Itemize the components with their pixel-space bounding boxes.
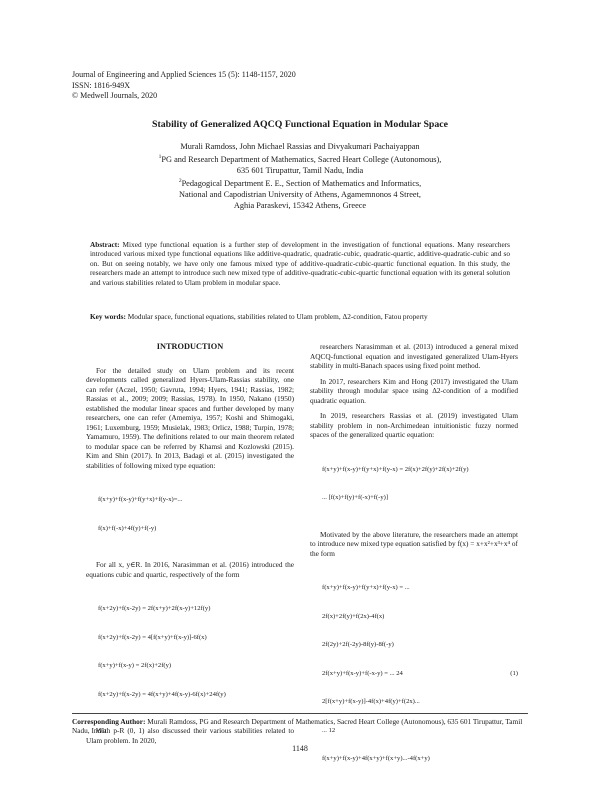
equation-line: f(x+y)+f(x-y)+f(y+x)+f(y-x)=... [98,496,183,503]
page-number: 1148 [292,744,308,753]
equation-line: 2f(2y)+2f(-2y)-8f(y)-8f(-y) [322,641,394,648]
abstract-text: Mixed type functional equation is a further step of development in the investigation of functional equations. Many researchers introduced various mixed type functional equations like additive-quadratic, quadratic-cubic, quadratic-quartic, additive-quadratic-cubic and so on. But on seeing notably, we have only one famous mixed type of additive-quadratic-cubic-quartic functional equation. In this study, the researchers made an attempt to introduce such new mixed type of additive-quadratic-cubic-quartic functional equation with its general solution and various stabilities related to Ulam problem in modular space. [90,240,510,287]
affiliation-1: $^1$PG and Research Department of Mathematics, Sacred Heart College (Autonomous), [158,154,442,164]
affiliation-2-institution: National and Capodistrian University of Athens, Agamemnonos 4 Street, [179,189,421,199]
journal-header [72,70,296,102]
author-names: Murali Ramdoss, John Michael Rassias and Divyakumari Pachaiyappan [180,142,420,151]
section-heading-introduction: INTRODUCTION [156,342,224,351]
equation-line: f(x+2y)+f(x-2y) = 4[f(x+y)+f(x-y)]-6f(x) [98,633,207,641]
paragraph: In 2017, researchers Kim and Hong (2017) investigated the Ulam stability through modular space using Δ2-condition of a modified quadratic equation. [310,376,518,405]
affiliation-1-address: 635 601 Tirupattur, Tamil Nadu, India [236,165,364,175]
equation-block [98,476,294,552]
affiliation-2-address: Aghia Paraskevi, 15342 Athens, Greece [233,200,367,210]
journal-issn: ISSN: 1816-949X [72,80,131,90]
keywords [90,312,510,321]
paragraph: Motivated by the above literature, the researchers made an attempt to introduce new mixed type equation satisfied by f(x) = x+x²+x³+x⁴ of the form [310,529,518,558]
journal-citation: Journal of Engineering and Applied Sciences 15 (5): 1148-1157, 2020 [72,70,296,79]
corresponding-author-text: Murali Ramdoss, PG and Research Department of Mathematics, Sacred Heart College (Autonomous), 635 601 Tirupattur, Tamil Nadu, India [72,717,523,736]
equation-line: 2f(x+y)+f(x-y)+f(-x-y) = ... 24 [322,669,403,677]
paper-title: Stability of Generalized AQCQ Functional Equation in Modular Space [152,119,448,130]
equation-line: f(x+2y)+f(x-2y) = 2f(x+y)+2f(x-y)+12f(y) [98,605,211,612]
equation-line: f(x)+f(-x)+4f(y)+f(-y) [98,524,157,532]
footer-divider [72,713,528,714]
equation-number: (1) [510,669,518,677]
equation-block [98,585,294,718]
equation-line: 2f(x)+2f(y)+f(2x)-4f(x) [322,612,385,620]
corresponding-author-label: Corresponding Author: [72,717,146,726]
keywords-label: Key words: [90,312,126,321]
equation-line: 2[f(x+y)+f(x-y)]-4f(x)+4f(y)+f(2x)... [322,698,420,705]
left-column [86,342,294,751]
equation-line: ... 12 [322,726,336,734]
paragraph: For all x, y∈R. In 2016, Narasimman et al. (2016) introduced the equations cubic and quartic, respectively of the form [86,560,294,579]
paragraph: With p-R (0, 1) also discussed their various stabilities related to Ulam problem. In 2020, [86,726,294,745]
paragraph: researchers Narasimman et al. (2013) introduced a general mixed AQCQ-functional equation and investigated generalized Ulam-Hyers stability in multi-Banach spaces using fixed point method. [310,342,518,370]
equation-block [322,446,518,522]
corresponding-author [72,717,528,736]
paragraph: In 2019, researchers Rassias et al. (2019) investigated Ulam stability problem in non-Archimedean intuitionistic fuzzy normed spaces of the generalized quartic equation: [310,411,518,439]
author-block [60,141,540,211]
keywords-text: Modular space, functional equations, stabilities related to Ulam problem, Δ2-condition, Fatou property [127,312,428,321]
equation-numbered-line [322,669,518,679]
paragraph: For the detailed study on Ulam problem and its recent developments called generalized Hyers-Ulam-Rassias stability, one can refer (Aczel, 1950; Gavruta, 1994; Hyers, 1941; Rassias, 1982; Rassias et al., 2009; 2009; Rassias, 1978). In 1950, Nakano (1950) established the modular linear spaces and further developed by many researchers, one can refer (Amemiya, 1957; Koshi and Shimogaki, 1961; Luxemburg, 1959; Musielak, 1983; Orlicz, 1988; Turpin, 1978; Yamamuro, 1959). The definitions related to our main theorem related to modular space can be referred by Khamsi and Kozlowski (2015). Kim and Shin (2017). In 2013, Badagi et al. (2015) investigated the stabilities of following mixed type equation: [86,365,294,470]
equation-line: ... [f(x)+f(y)+f(-x)+f(-y)] [322,494,389,501]
equation-line: f(x+2y)+f(x-2y) = 4f(x+y)+4f(x-y)-6f(x)+24f(y) [98,690,226,698]
affiliation-2: $^2$Pedagogical Department E. E., Section of Mathematics and Informatics, [178,177,422,188]
equation-line: f(x+y)+f(x-y)+4f(x+y)+f(x+y)...-4f(x+y) [322,755,430,762]
abstract [90,240,510,287]
abstract-label: Abstract: [90,240,120,249]
equation-line: f(x+y)+f(x-y) = 2f(x)+2f(y) [98,662,172,669]
journal-copyright: © Medwell Journals, 2020 [72,91,158,100]
equation-line: f(x+y)+f(x-y)+f(y+x)+f(y-x) = ... [322,584,410,591]
equation-line: f(x+y)+f(x-y)+f(y+x)+f(y-x) = 2f(x)+2f(y)+2f(x)+2f(y) [322,465,469,473]
